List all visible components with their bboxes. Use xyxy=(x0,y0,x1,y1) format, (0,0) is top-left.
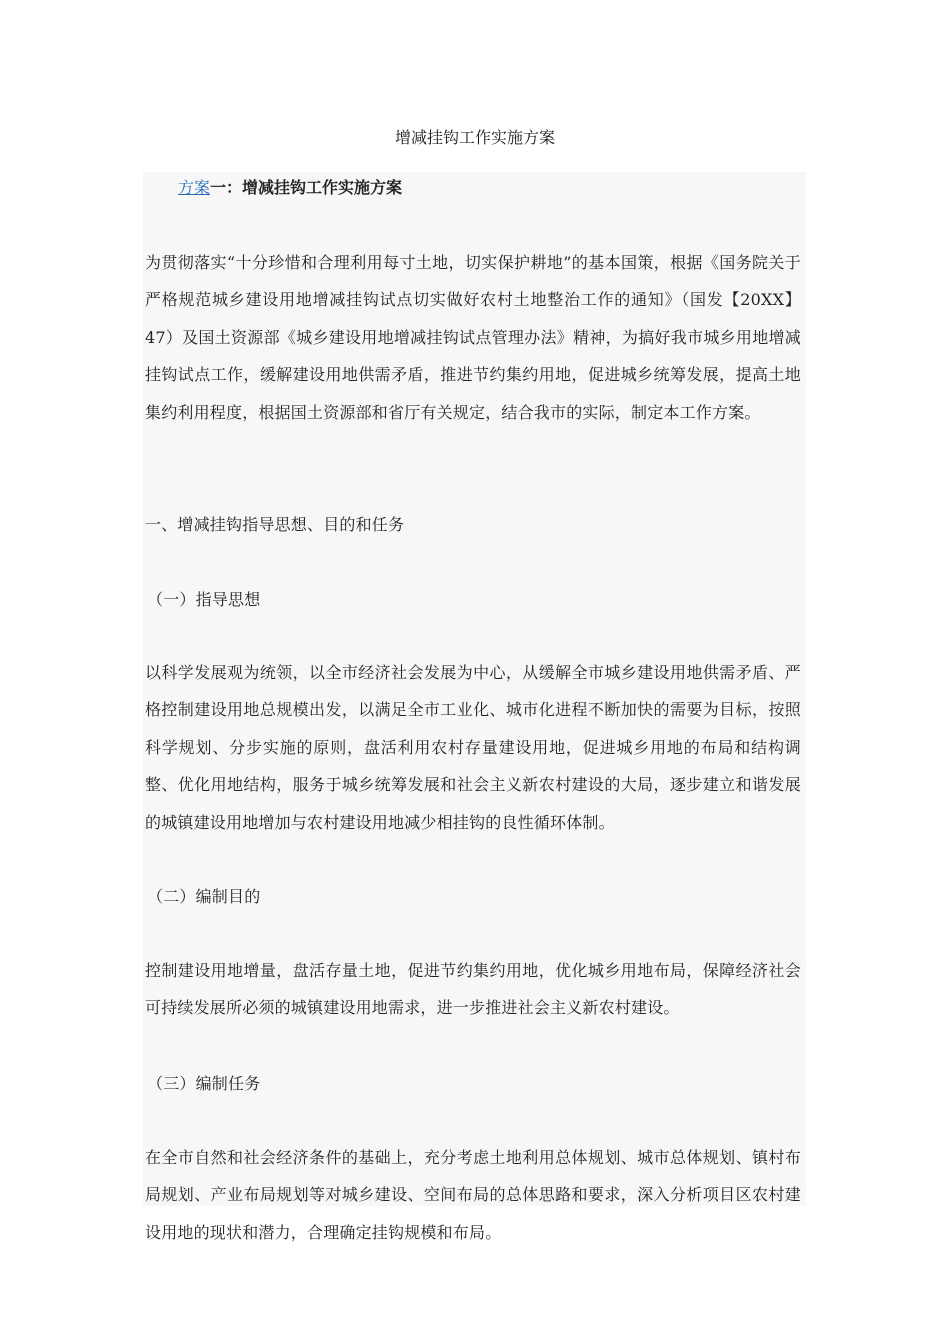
document-title: 增减挂钩工作实施方案 xyxy=(394,128,555,147)
subsection-tasks: （三）编制任务 xyxy=(147,1074,261,1093)
subsection-purpose: （二）编制目的 xyxy=(147,887,261,906)
plan-link[interactable]: 方案 xyxy=(178,178,211,197)
document-body xyxy=(143,172,806,1242)
guiding-thought-paragraph: 以科学发展观为统领，以全市经济社会发展为中心，从缓解全市城乡建设用地供需矛盾、严格控制建设用地总规模出发，以满足全市工业化、城市化进程不断加快的需要为目标，按照科学规划、分步实施的原则，盘活利用农村存量建设用地，促进城乡用地的布局和结构调整、优化用地结构，服务于城乡统筹发展和社会主义新农村建设的大局，逐步建立和谐发展的城镇建设用地增加与农村建设用地减少相挂钩的良性循环体制。 xyxy=(145,663,801,832)
intro-paragraph: 为贯彻落实“十分珍惜和合理利用每寸土地，切实保护耕地”的基本国策，根据《国务院关于严格规范城乡建设用地增减挂钩试点切实做好农村土地整治工作的通知》（国发【20XX】47）及国土资源部《城乡建设用地增减挂钩试点管理办法》精神，为搞好我市城乡用地增减挂钩试点工作，缓解建设用地供需矛盾，推进节约集约用地，促进城乡统筹发展，提高土地集约利用程度，根据国土资源部和省厅有关规定，结合我市的实际，制定本工作方案。 xyxy=(145,253,801,422)
section-heading-1: 一、增减挂钩指导思想、目的和任务 xyxy=(145,515,405,534)
tasks-paragraph: 在全市自然和社会经济条件的基础上，充分考虑土地利用总体规划、城市总体规划、镇村布局规划、产业布局规划等对城乡建设、空间布局的总体思路和要求，深入分析项目区农村建设用地的现状和潜力，合理确定挂钩规模和布局。 xyxy=(145,1148,801,1242)
purpose-paragraph: 控制建设用地增量，盘活存量土地，促进节约集约用地，优化城乡用地布局，保障经济社会可持续发展所必须的城镇建设用地需求，进一步推进社会主义新农村建设。 xyxy=(145,961,801,1018)
plan-heading xyxy=(178,178,402,198)
plan-heading-text: 一：增减挂钩工作实施方案 xyxy=(210,178,403,197)
subsection-guiding-thought: （一）指导思想 xyxy=(147,590,261,609)
